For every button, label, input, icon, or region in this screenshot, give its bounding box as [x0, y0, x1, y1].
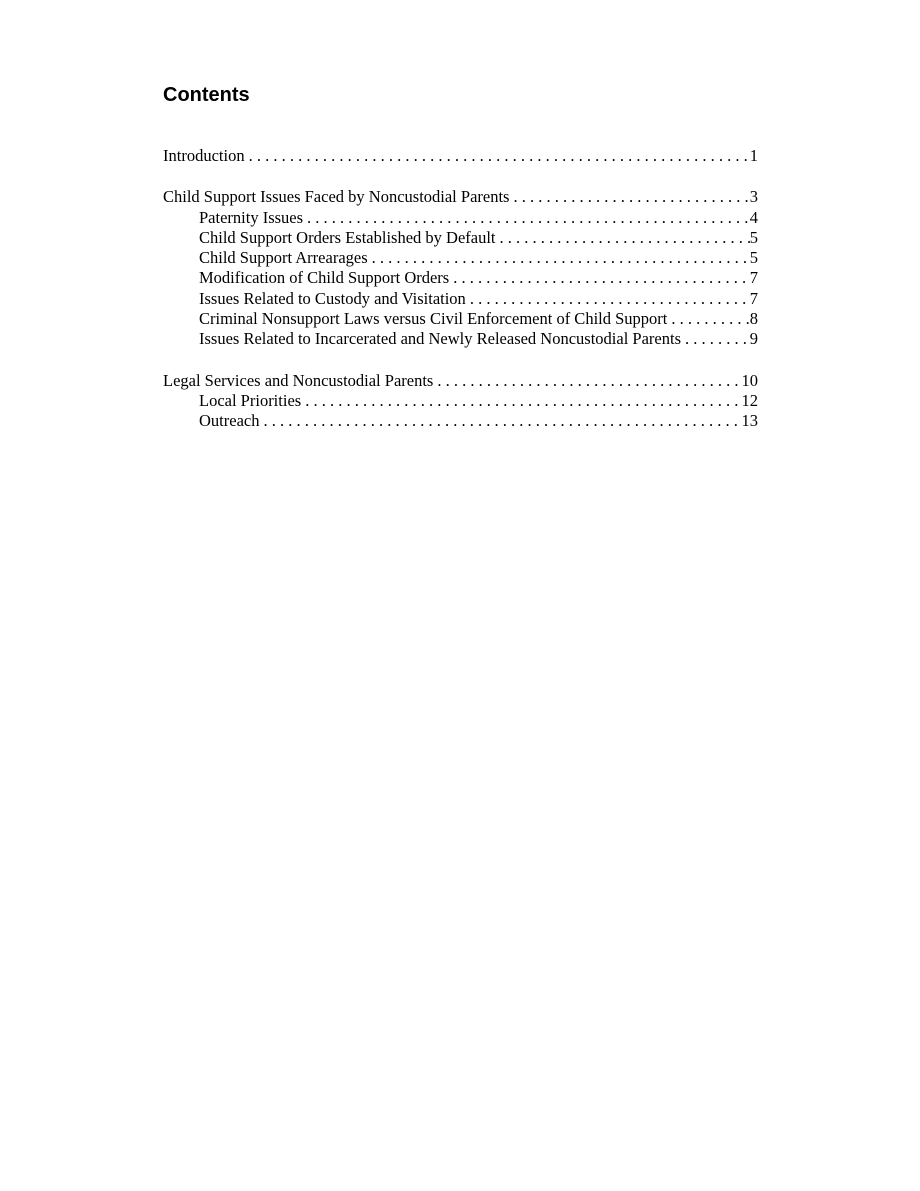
- toc-entry-label: Outreach: [199, 411, 260, 431]
- page-title: Contents: [163, 84, 250, 106]
- toc-entry-label: Legal Services and Noncustodial Parents: [163, 370, 434, 390]
- dot-leader: [466, 289, 750, 309]
- toc-entry-page-number: 13: [741, 411, 758, 431]
- dot-leader: [259, 411, 741, 431]
- toc-entry-label: Child Support Issues Faced by Noncustodial Parents: [163, 187, 510, 207]
- toc-entry-label: Child Support Arrearages: [199, 248, 368, 268]
- dot-leader: [509, 187, 749, 207]
- dot-leader: [301, 391, 741, 411]
- dot-leader: [303, 208, 750, 228]
- toc-entry-incarcerated-parents[interactable]: [163, 329, 758, 349]
- toc-entry-child-support-issues[interactable]: [163, 187, 758, 207]
- toc-entry-page-number: 12: [741, 390, 758, 410]
- toc-entry-local-priorities[interactable]: [163, 391, 758, 411]
- toc-entry-page-number: 1: [749, 146, 758, 165]
- toc-entry-criminal-nonsupport[interactable]: [163, 309, 758, 329]
- toc-entry-label: Child Support Orders Established by Default: [199, 227, 496, 247]
- dot-leader: [667, 309, 749, 329]
- toc-entry-paternity-issues[interactable]: [163, 208, 758, 228]
- toc-entry-label: Introduction: [163, 146, 245, 165]
- toc-entry-page-number: 7: [749, 288, 758, 308]
- toc-entry-label: Local Priorities: [199, 390, 302, 410]
- toc-entry-label: Paternity Issues: [199, 207, 304, 227]
- toc-entry-outreach[interactable]: [163, 411, 758, 431]
- toc-entry-orders-by-default[interactable]: [163, 228, 758, 248]
- toc-entry-label: Criminal Nonsupport Laws versus Civil Enforcement of Child Support: [199, 309, 668, 329]
- dot-leader: [245, 146, 750, 166]
- toc-entry-arrearages[interactable]: [163, 248, 758, 268]
- dot-leader: [449, 268, 750, 288]
- table-of-contents: [163, 146, 758, 453]
- dot-leader: [496, 228, 750, 248]
- dot-leader: [681, 329, 750, 349]
- toc-entry-page-number: 7: [749, 268, 758, 288]
- toc-entry-page-number: 5: [749, 248, 758, 268]
- toc-group-child-support-issues: [163, 187, 758, 349]
- toc-entry-page-number: 8: [749, 309, 758, 329]
- toc-entry-legal-services[interactable]: [163, 371, 758, 391]
- toc-entry-custody-visitation[interactable]: [163, 289, 758, 309]
- toc-entry-page-number: 5: [749, 227, 758, 247]
- toc-entry-page-number: 3: [749, 187, 758, 207]
- dot-leader: [368, 248, 750, 268]
- toc-entry-page-number: 4: [749, 207, 758, 227]
- toc-group-legal-services: [163, 371, 758, 432]
- toc-group-introduction: [163, 146, 758, 166]
- toc-entry-label: Modification of Child Support Orders: [199, 268, 450, 288]
- toc-entry-page-number: 9: [749, 329, 758, 349]
- toc-entry-label: Issues Related to Incarcerated and Newly Released Noncustodial Parents: [199, 329, 681, 349]
- toc-entry-modification[interactable]: [163, 268, 758, 288]
- toc-entry-page-number: 10: [741, 370, 758, 390]
- toc-entry-label: Issues Related to Custody and Visitation: [199, 288, 466, 308]
- dot-leader: [433, 371, 741, 391]
- toc-entry-introduction[interactable]: [163, 146, 758, 166]
